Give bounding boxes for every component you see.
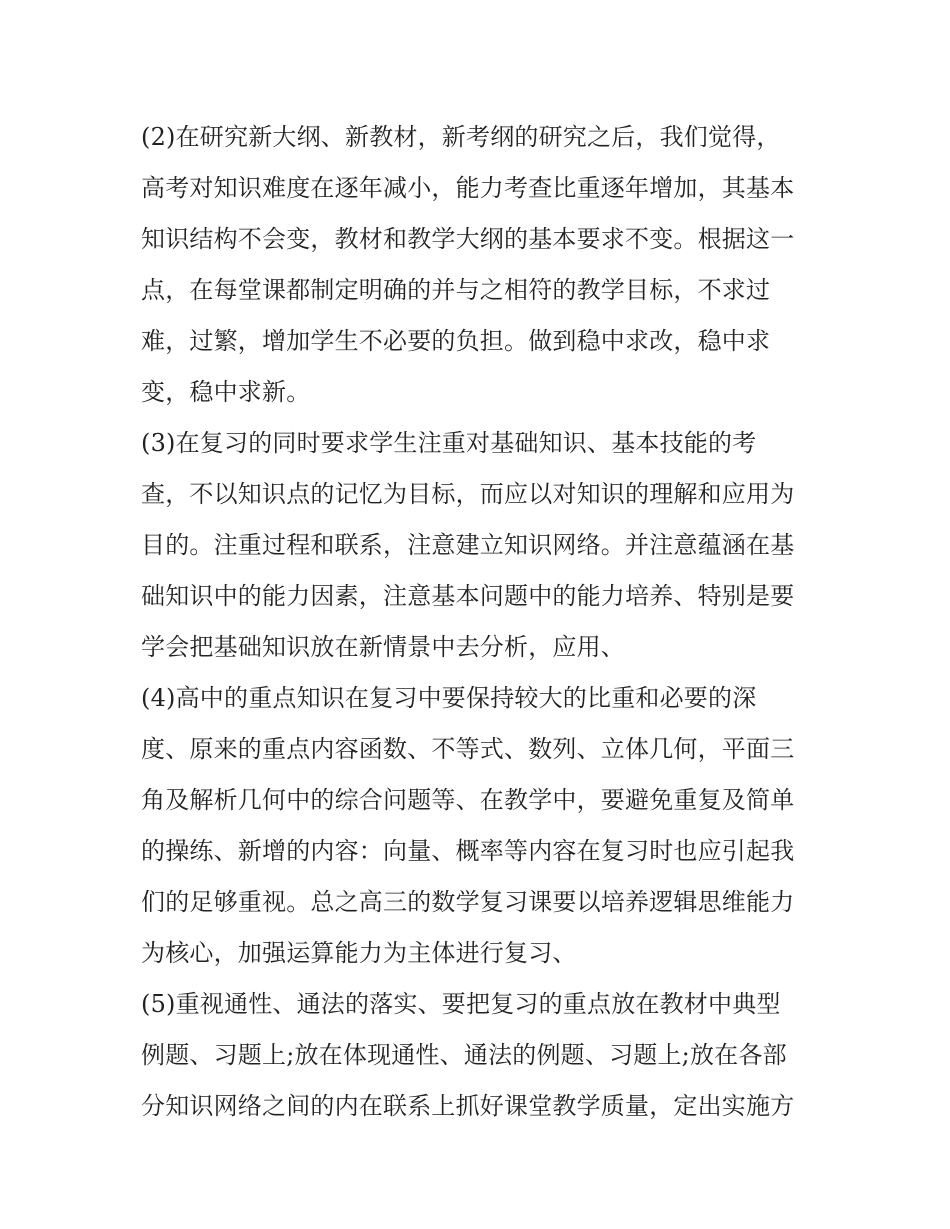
text-line: 点，在每堂课都制定明确的并与之相符的教学目标，不求过 [141,276,771,304]
text-line: (4)高中的重点知识在复习中要保持较大的比重和必要的深 [141,684,757,712]
text-line: (5)重视通性、通法的落实、要把复习的重点放在教材中典型 [141,990,781,1018]
text-line: 目的。注重过程和联系，注意建立知识网络。并注意蕴涵在基 [141,531,795,559]
text-line: 为核心，加强运算能力为主体进行复习、 [141,939,577,967]
text-line: (3)在复习的同时要求学生注重对基础知识、基本技能的考 [141,429,757,457]
text-line: 础知识中的能力因素，注意基本问题中的能力培养、特别是要 [141,582,795,610]
document-body [141,112,821,1132]
text-line: 难，过繁，增加学生不必要的负担。做到稳中求改，稳中求 [141,327,771,355]
text-line: 度、原来的重点内容函数、不等式、数列、立体几何，平面三 [141,735,795,763]
text-line: 的操练、新增的内容：向量、概率等内容在复习时也应引起我 [141,837,795,865]
text-line: 分知识网络之间的内在联系上抓好课堂教学质量，定出实施方 [141,1092,795,1120]
text-line: 角及解析几何中的综合问题等、在教学中，要避免重复及简单 [141,786,795,814]
text-line: 知识结构不会变，教材和教学大纲的基本要求不变。根据这一 [141,225,795,253]
text-line: 查，不以知识点的记忆为目标，而应以对知识的理解和应用为 [141,480,795,508]
text-line: (2)在研究新大纲、新教材，新考纲的研究之后，我们觉得， [141,123,781,151]
text-line: 们的足够重视。总之高三的数学复习课要以培养逻辑思维能力 [141,888,795,916]
text-line: 学会把基础知识放在新情景中去分析，应用、 [141,633,625,661]
text-line: 例题、习题上;放在体现通性、通法的例题、习题上;放在各部 [141,1041,787,1069]
text-line: 变，稳中求新。 [141,378,311,406]
text-line: 高考对知识难度在逐年减小，能力考查比重逐年增加，其基本 [141,174,795,202]
